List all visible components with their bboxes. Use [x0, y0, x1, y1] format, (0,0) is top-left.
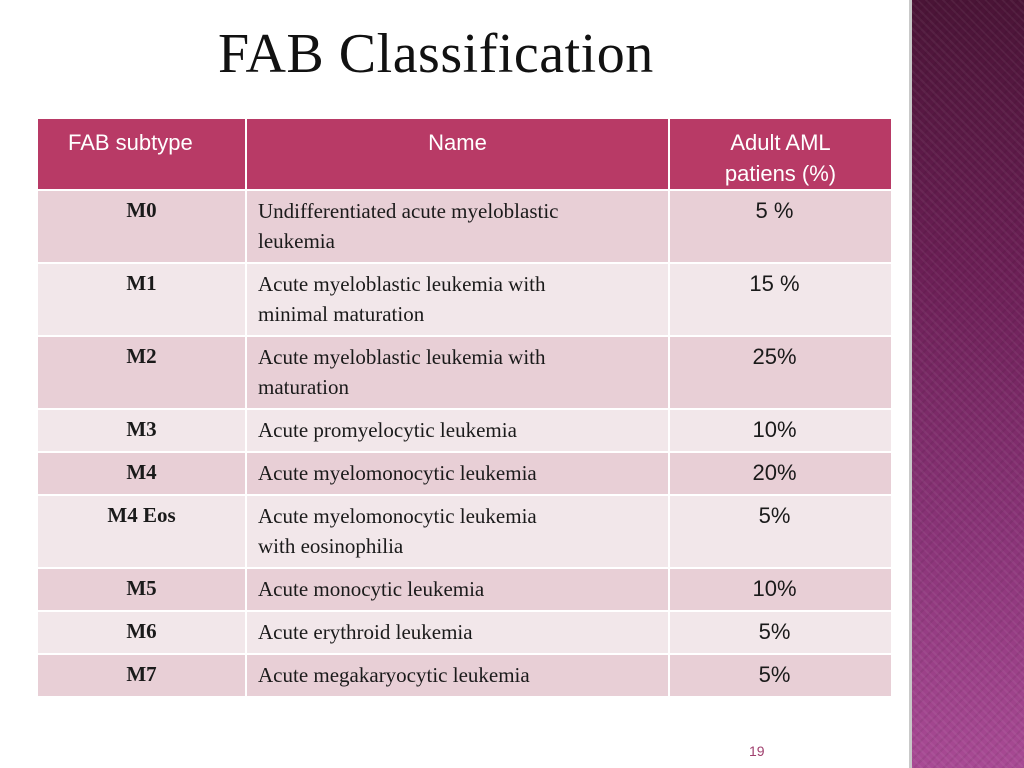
row-name: Acute myelomonocytic leukemia [246, 452, 669, 495]
header-percent-line2: patiens (%) [724, 161, 837, 186]
decorative-side-panel [912, 0, 1024, 768]
table-header-row [37, 118, 892, 190]
header-adult-aml-percent [669, 118, 892, 190]
table-row [37, 568, 892, 611]
row-name-line2: minimal maturation [258, 302, 425, 326]
header-percent-line1: Adult AML [730, 130, 831, 155]
table-row [37, 495, 892, 568]
row-code: M5 [37, 568, 246, 611]
row-name [246, 495, 669, 568]
table-row [37, 263, 892, 336]
row-code: M0 [37, 190, 246, 263]
table-row [37, 190, 892, 263]
row-name: Acute promyelocytic leukemia [246, 409, 669, 452]
header-fab-subtype: FAB subtype [37, 118, 246, 190]
row-code: M6 [37, 611, 246, 654]
row-code: M7 [37, 654, 246, 697]
table-row [37, 409, 892, 452]
row-name-line2: maturation [258, 375, 349, 399]
table-row [37, 336, 892, 409]
row-name-line1: Acute myeloblastic leukemia with [258, 272, 546, 296]
row-code: M3 [37, 409, 246, 452]
row-name-line1: Acute myelomonocytic leukemia [258, 504, 537, 528]
row-name: Acute monocytic leukemia [246, 568, 669, 611]
page-number: 19 [749, 743, 765, 759]
row-percent: 5 % [669, 190, 892, 263]
row-code: M4 Eos [37, 495, 246, 568]
row-code: M2 [37, 336, 246, 409]
table-row [37, 654, 892, 697]
row-code: M1 [37, 263, 246, 336]
row-name: Acute erythroid leukemia [246, 611, 669, 654]
row-percent: 25% [669, 336, 892, 409]
row-percent: 10% [669, 568, 892, 611]
fab-classification-table [36, 117, 893, 698]
row-name-line2: leukemia [258, 229, 335, 253]
row-percent: 10% [669, 409, 892, 452]
row-name-line1: Undifferentiated acute myeloblastic [258, 199, 559, 223]
row-name [246, 336, 669, 409]
row-name: Acute megakaryocytic leukemia [246, 654, 669, 697]
table-row [37, 452, 892, 495]
row-percent: 5% [669, 495, 892, 568]
header-name: Name [246, 118, 669, 190]
row-percent: 20% [669, 452, 892, 495]
table-row [37, 611, 892, 654]
slide-title: FAB Classification [218, 23, 654, 85]
row-code: M4 [37, 452, 246, 495]
row-percent: 5% [669, 654, 892, 697]
row-name [246, 190, 669, 263]
row-name [246, 263, 669, 336]
row-name-line2: with eosinophilia [258, 534, 404, 558]
row-name-line1: Acute myeloblastic leukemia with [258, 345, 546, 369]
row-percent: 15 % [669, 263, 892, 336]
row-percent: 5% [669, 611, 892, 654]
